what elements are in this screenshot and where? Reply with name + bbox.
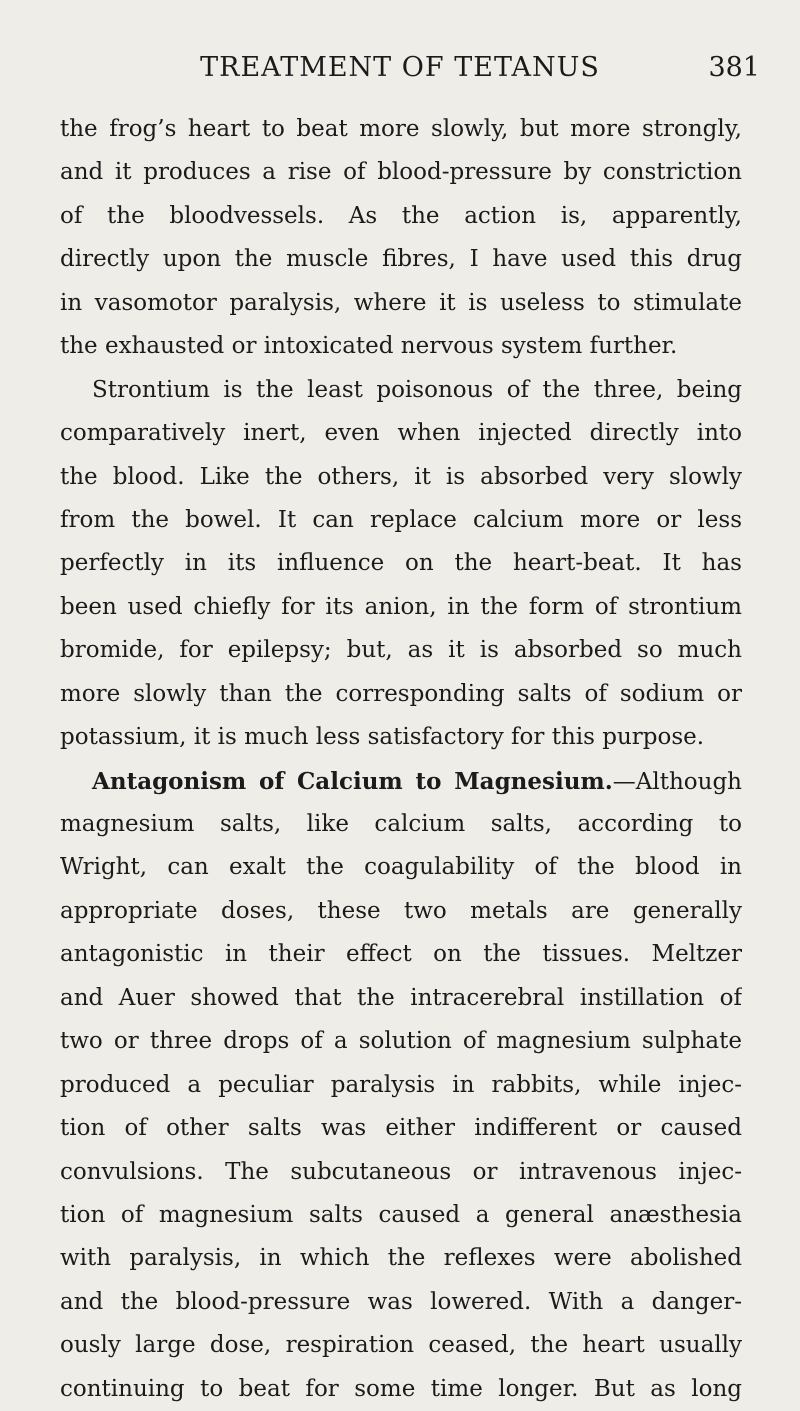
text-line: produced a peculiar paralysis in rabbits, while injec- xyxy=(60,1071,742,1098)
text-line: ously large dose, respiration ceased, the heart usually xyxy=(60,1332,742,1359)
page-header xyxy=(0,48,800,88)
text-line: the exhausted or intoxicated nervous system further. xyxy=(60,333,678,360)
body-text xyxy=(60,108,742,1411)
text-line: the frog’s heart to beat more slowly, but more strongly, xyxy=(60,116,742,142)
text-line: continuing to beat for some time longer. But as long xyxy=(60,1375,742,1402)
text-line: potassium, it is much less satisfactory for this purpose. xyxy=(60,724,705,751)
text-line: with paralysis, in which the reflexes were abolished xyxy=(60,1245,742,1272)
page-number: 381 xyxy=(708,52,760,83)
section-heading: Antagonism of Calcium to Magnesium. xyxy=(92,767,613,795)
text-line: in vasomotor paralysis, where it is useless to stimulate xyxy=(60,289,742,316)
text-line: the blood. Like the others, it is absorbed very slowly xyxy=(60,463,742,490)
text-line: comparatively inert, even when injected directly into xyxy=(60,420,742,447)
text-line: perfectly in its influence on the heart-beat. It has xyxy=(60,550,742,577)
text-line: convulsions. The subcutaneous or intravenous injec- xyxy=(60,1158,742,1185)
text-line: two or three drops of a solution of magnesium sulphate xyxy=(60,1028,742,1055)
running-head: TREATMENT OF TETANUS xyxy=(200,52,600,83)
text-line: and it produces a rise of blood-pressure by constriction xyxy=(60,159,742,186)
text-line: been used chiefly for its anion, in the form of strontium xyxy=(60,593,742,620)
text-line: from the bowel. It can replace calcium more or less xyxy=(60,506,742,533)
text-line: appropriate doses, these two metals are generally xyxy=(60,897,742,924)
text-line: antagonistic in their effect on the tissues. Meltzer xyxy=(60,941,742,968)
text-line: more slowly than the corresponding salts of sodium or xyxy=(60,680,742,707)
text-line: directly upon the muscle fibres, I have used this drug xyxy=(60,246,742,273)
text-line: of the bloodvessels. As the action is, apparently, xyxy=(60,202,742,229)
text-line: magnesium salts, like calcium salts, according to xyxy=(60,811,742,837)
text-line: tion of other salts was either indifferent or caused xyxy=(60,1115,742,1142)
section-heading-line xyxy=(60,760,742,803)
text-line: bromide, for epilepsy; but, as it is absorbed so much xyxy=(60,637,742,664)
text-line: and Auer showed that the intracerebral instillation of xyxy=(60,984,742,1011)
text-line-continuation: —Although xyxy=(612,768,742,795)
text-line: and the blood-pressure was lowered. With a danger- xyxy=(60,1288,742,1315)
text-line: Strontium is the least poisonous of the three, being xyxy=(92,376,742,403)
text-line: Wright, can exalt the coagulability of the blood in xyxy=(60,854,742,881)
text-line: tion of magnesium salts caused a general anæsthesia xyxy=(60,1201,742,1228)
